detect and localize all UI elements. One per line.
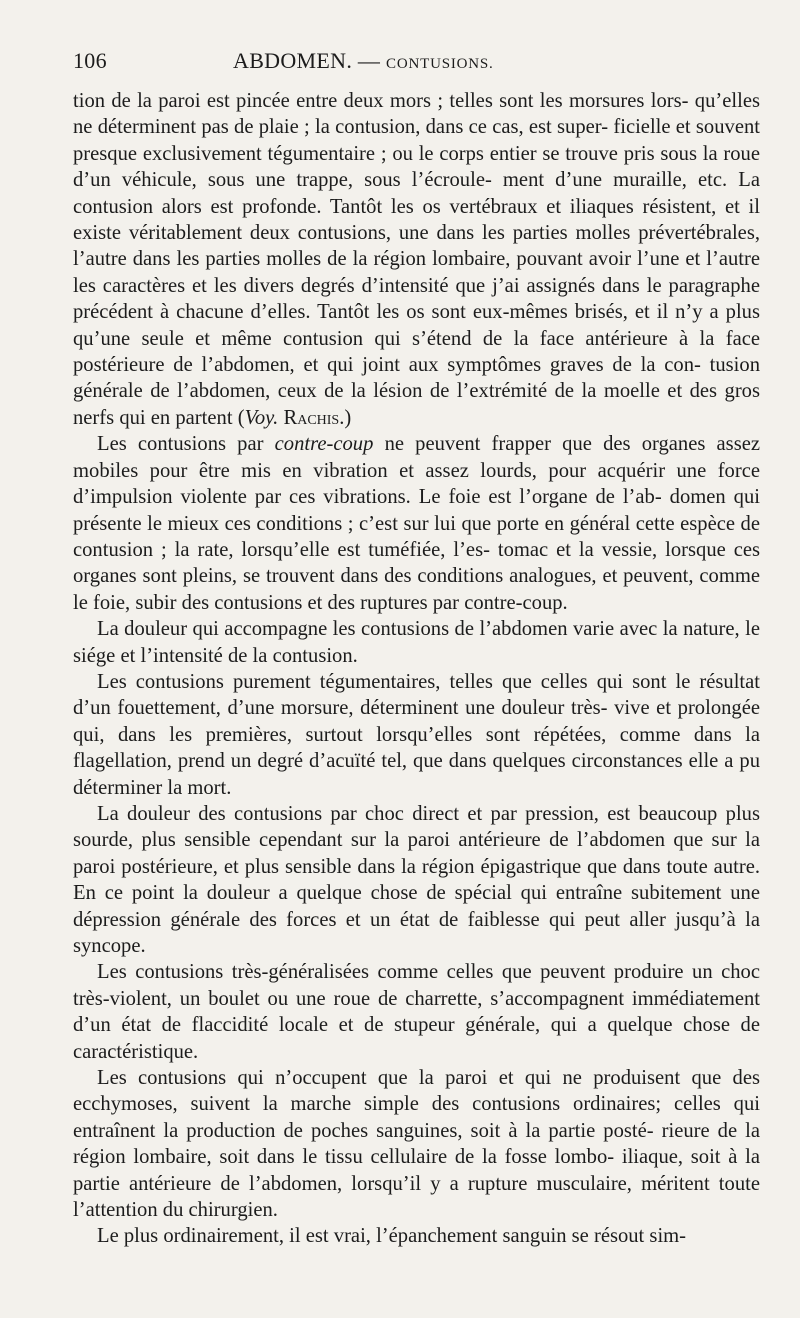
reference-end: .) — [339, 406, 352, 429]
title-dash: — — [352, 48, 387, 73]
body-text — [73, 88, 760, 1250]
running-title — [233, 48, 494, 74]
paragraph-7: Les contusions qui n’occupent que la paroi et qui ne produisent que des ecchymoses, suivent la marche simple des contusions ordinaires; celles qui entraînent la production de poches sanguines, soit à la partie posté- rieure de la région lombaire, soit dans le tissu cellulaire de la fosse lombo- iliaque, soit à la partie antérieure de l’abdomen, lorsqu’il y a rupture musculaire, méritent toute l’attention du chirurgien. — [73, 1067, 760, 1222]
section-title: ABDOMEN. — [233, 48, 353, 73]
paragraph-3: La douleur qui accompagne les contusions de l’abdomen varie avec la nature, le siége et l’intensité de la contusion. — [73, 618, 760, 667]
paragraph-4: Les contusions purement tégumentaires, telles que celles qui sont le résultat d’un fouettement, d’une morsure, déterminent une douleur très- vive et prolongée qui, dans les premières, surtout lorsqu’elles sont répétées, comme dans la flagellation, prend un degré d’acuïté tel, que dans quelques circonstances elle a pu déterminer la mort. — [73, 670, 760, 799]
paragraph-6: Les contusions très-généralisées comme celles que peuvent produire un choc très-violent, un boulet ou une roue de charrette, s’accompagnent immédiatement d’un état de flaccidité locale et de stupeur générale, qui a quelque chose de caractéristique. — [73, 961, 760, 1063]
paragraph-text: tion de la paroi est pincée entre deux mors ; telles sont les morsures lors- qu’elles ne déterminent pas de plaie ; la contusion, dans ce cas, est super- ficielle et souvent presque exclusivement tégumentaire ; ou le corps entier se trouve pris sous la roue d’un véhicule, sous une trappe, sous l’écroule- ment d’une muraille, etc. La contusion alors est profonde. Tantôt les os vertébraux et iliaques résistent, et il existe véritablement deux contusions, une dans les parties molles prévertébrales, l’autre dans les parties molles de la région lombaire, pouvant avoir l’une et l’autre les caractères et les divers degrés d’intensité que j’ai assignés dans le paragraphe précédent à chacune d’elles. Tantôt les os sont eux-mêmes brisés, et il n’y a plus qu’une seule et même contusion qui s’étend de la face antérieure à la face postérieure de l’abdomen, et qui joint aux symptômes graves de la con- tusion générale de l’abdomen, ceux de la lésion de l’extrémité de la moelle et des gros nerfs qui en partent ( — [73, 90, 760, 429]
paragraph-text: ne peuvent frapper que des organes assez mobiles pour être mis en vibration et assez lourds, pour acquérir une force d’impulsion violente par ces vibrations. Le foie est l’organe de l’ab- domen qui présente le mieux ces conditions ; c’est sur lui que porte en général cette espèce de contusion ; la rate, lorsqu’elle est tuméfiée, l’es- tomac et la vessie, lorsque ces organes sont pleins, se trouvent dans des conditions analogues, et peuvent, comme le foie, subir des contusions et des ruptures par contre-coup. — [73, 433, 760, 614]
paragraph-5: La douleur des contusions par choc direct et par pression, est beaucoup plus sourde, plus sensible cependant sur la paroi antérieure de l’abdomen que sur la paroi postérieure, et plus sensible dans la région épigastrique que dans toute autre. En ce point la douleur a quelque chose de spécial qui entraîne subitement une dépression générale des forces et un état de faiblesse qui peut aller jusqu’à la syncope. — [73, 802, 760, 957]
paragraph-2 — [73, 431, 760, 616]
reference-rachis: Rachis — [283, 406, 340, 429]
italic-term: contre-coup — [274, 433, 374, 456]
paragraph-text: Les contusions par — [97, 433, 275, 456]
page-number: 106 — [73, 48, 107, 73]
subsection-title: CONTUSIONS. — [386, 56, 494, 72]
paragraph-1 — [73, 88, 760, 431]
running-header — [73, 48, 760, 88]
paragraph-8: Le plus ordinairement, il est vrai, l’épanchement sanguin se résout sim- — [97, 1225, 687, 1248]
reference-voy: Voy. — [244, 406, 279, 429]
